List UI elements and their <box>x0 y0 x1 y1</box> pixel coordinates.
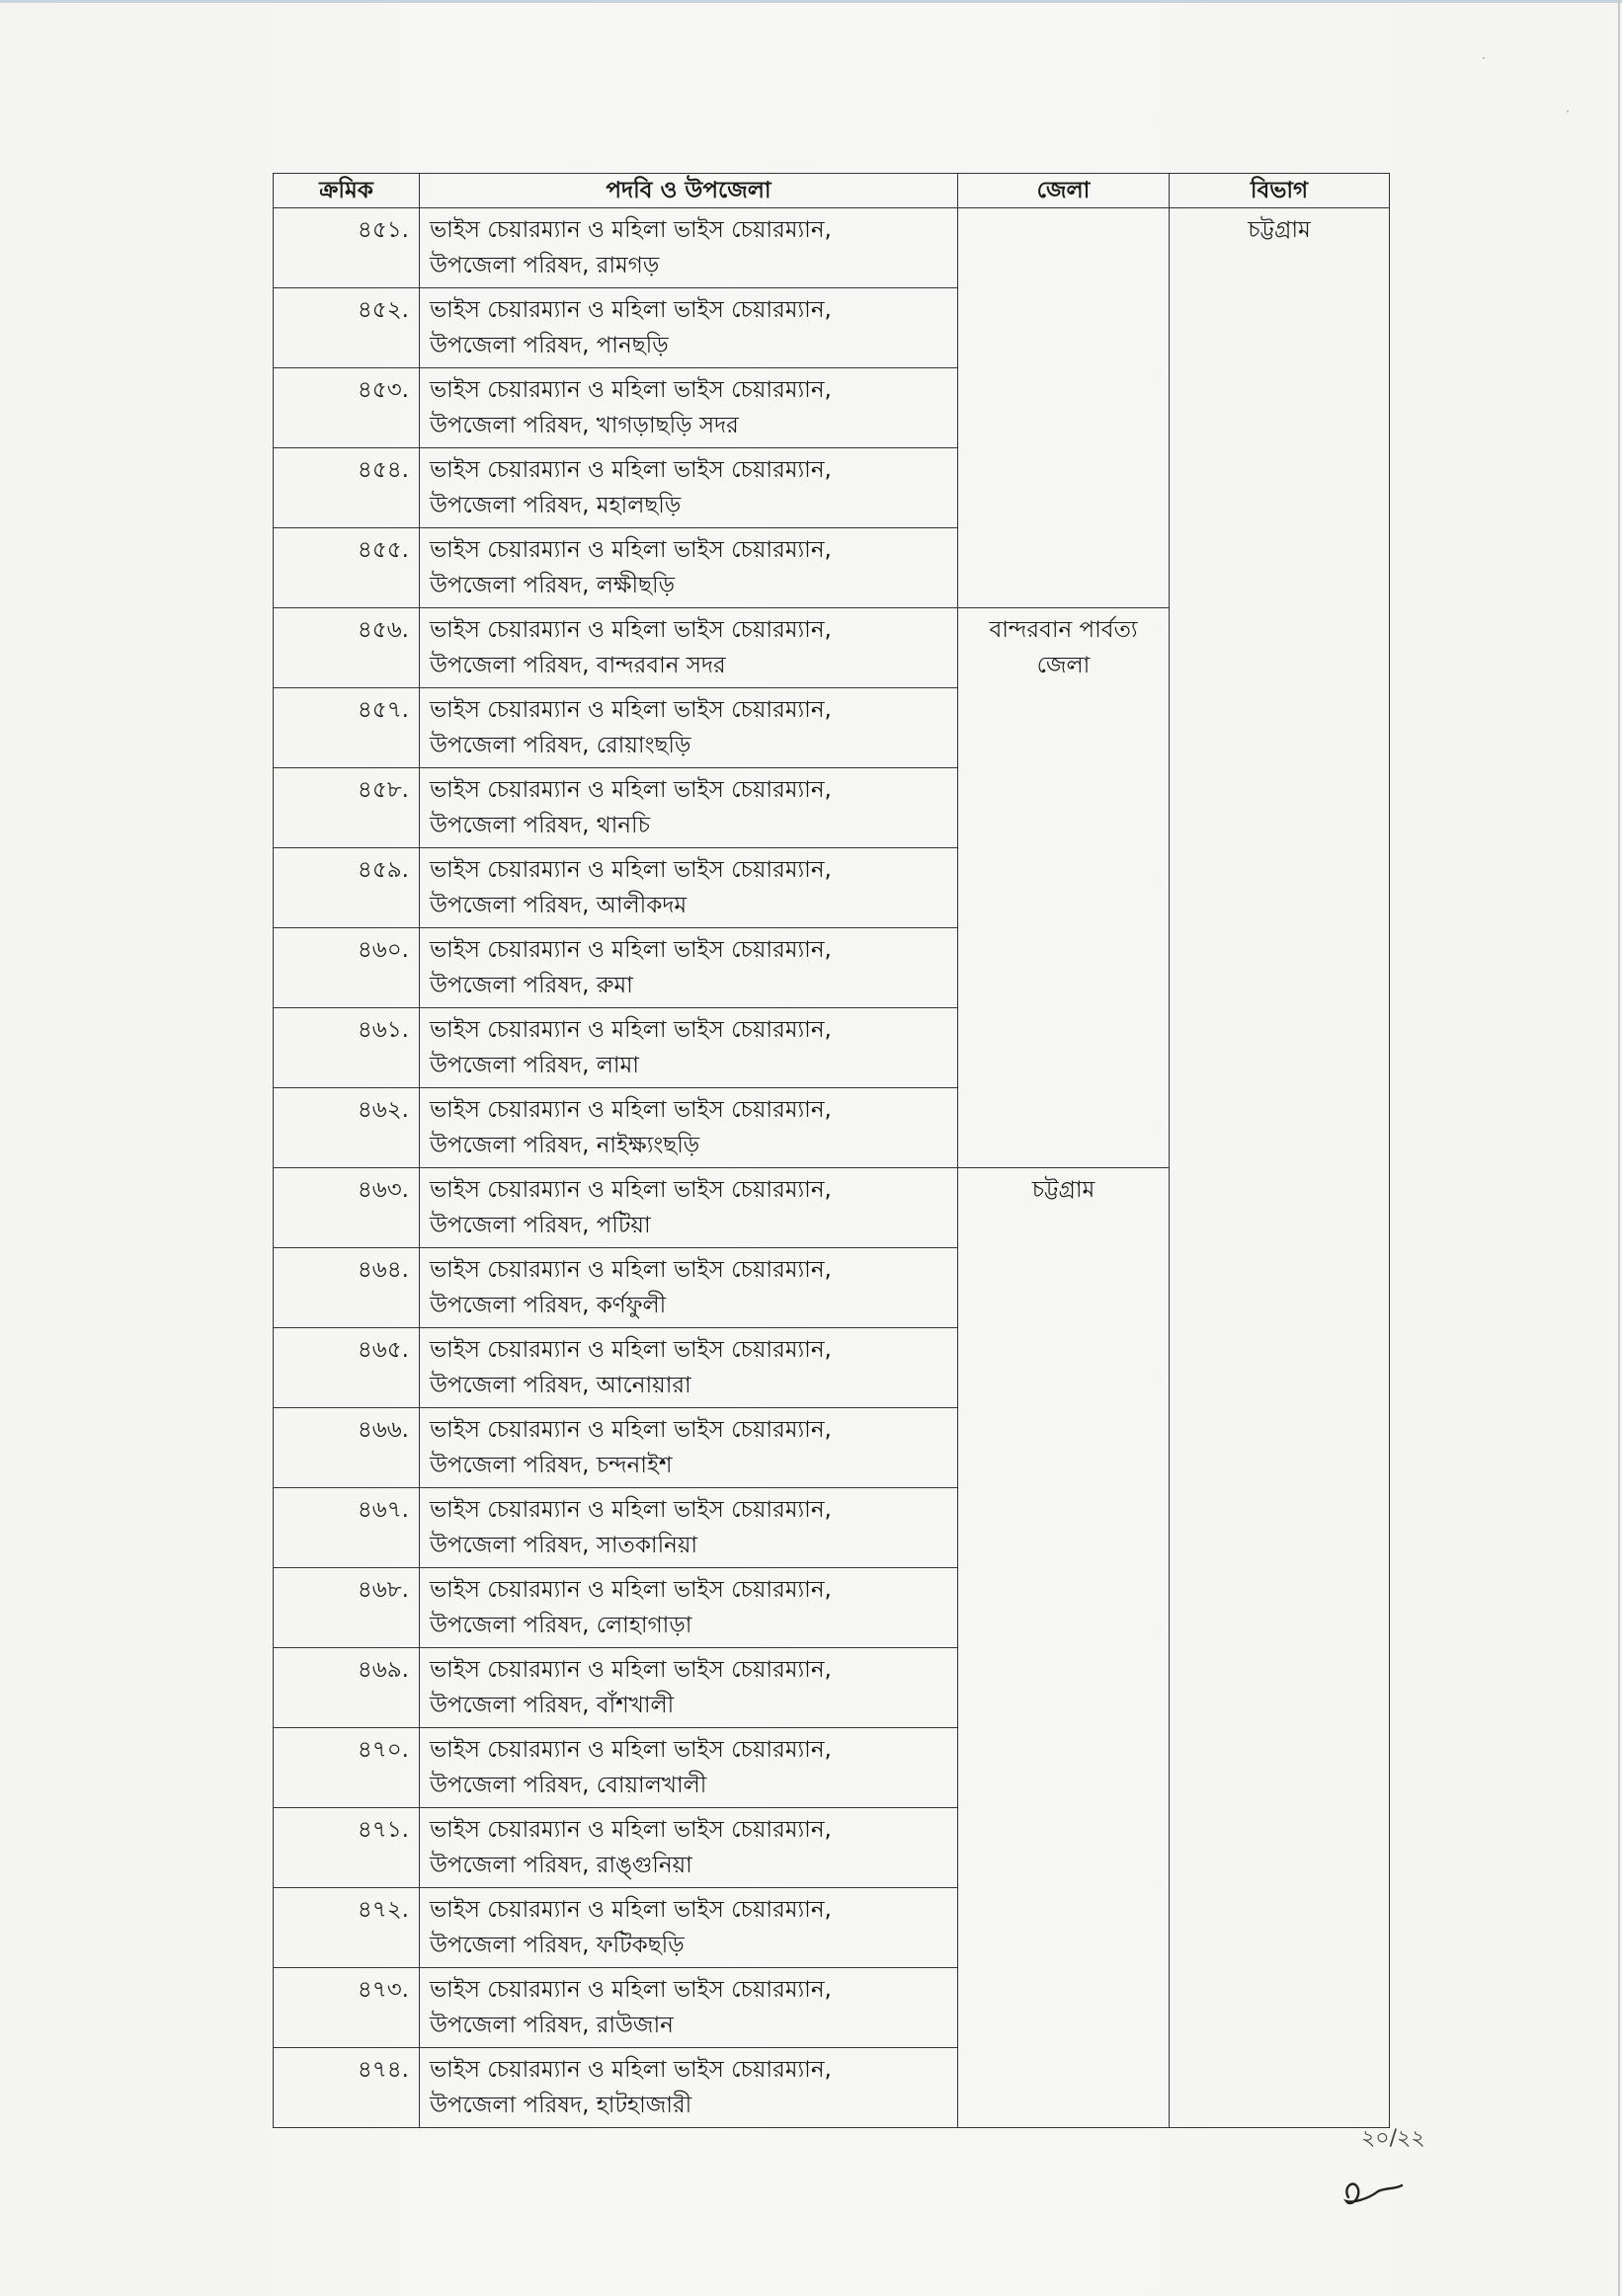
upazila-name: উপজেলা পরিষদ, চন্দনাইশ <box>430 1453 673 1478</box>
row-serial: ৪৬৫. <box>274 1328 420 1408</box>
post-title: ভাইস চেয়ারম্যান ও মহিলা ভাইস চেয়ারম্যান, <box>430 1897 832 1923</box>
post-title: ভাইস চেয়ারম্যান ও মহিলা ভাইস চেয়ারম্যান, <box>430 217 832 243</box>
upazila-name: উপজেলা পরিষদ, থানচি <box>430 813 650 838</box>
row-serial: ৪৫৯. <box>274 848 420 928</box>
post-title: ভাইস চেয়ারম্যান ও মহিলা ভাইস চেয়ারম্যান, <box>430 1417 832 1443</box>
row-serial: ৪৬৭. <box>274 1488 420 1568</box>
row-post <box>420 1568 958 1648</box>
row-serial: ৪৬৯. <box>274 1648 420 1728</box>
upazila-name: উপজেলা পরিষদ, বান্দরবান সদর <box>430 653 726 678</box>
row-serial: ৪৭২. <box>274 1888 420 1968</box>
table-body <box>274 208 1390 2128</box>
header-bibhag: বিভাগ <box>1170 174 1390 208</box>
row-post <box>420 1408 958 1488</box>
row-post <box>420 1328 958 1408</box>
post-title: ভাইস চেয়ারম্যান ও মহিলা ভাইস চেয়ারম্যান, <box>430 1977 832 2003</box>
row-post <box>420 1248 958 1328</box>
row-serial: ৪৫৬. <box>274 608 420 688</box>
row-serial: ৪৬৩. <box>274 1168 420 1248</box>
post-title: ভাইস চেয়ারম্যান ও মহিলা ভাইস চেয়ারম্যান, <box>430 1177 832 1203</box>
post-title: ভাইস চেয়ারম্যান ও মহিলা ভাইস চেয়ারম্যান, <box>430 777 832 803</box>
scan-right-edge <box>1618 0 1620 2296</box>
post-title: ভাইস চেয়ারম্যান ও মহিলা ভাইস চেয়ারম্যান, <box>430 377 832 403</box>
row-post <box>420 1008 958 1088</box>
row-post <box>420 1088 958 1168</box>
header-serial: ক্রমিক <box>274 174 420 208</box>
row-serial: ৪৬২. <box>274 1088 420 1168</box>
row-serial: ৪৫৫. <box>274 528 420 608</box>
row-post <box>420 208 958 288</box>
row-post <box>420 528 958 608</box>
post-title: ভাইস চেয়ারম্যান ও মহিলা ভাইস চেয়ারম্যান, <box>430 1817 832 1843</box>
post-title: ভাইস চেয়ারম্যান ও মহিলা ভাইস চেয়ারম্যান, <box>430 617 832 643</box>
page-number: ২০/২২ <box>1361 2126 1425 2151</box>
scan-mark: · <box>1482 51 1486 65</box>
row-serial: ৪৭০. <box>274 1728 420 1808</box>
upazila-name: উপজেলা পরিষদ, রামগড় <box>430 253 660 278</box>
post-title: ভাইস চেয়ারম্যান ও মহিলা ভাইস চেয়ারম্যান, <box>430 1577 832 1603</box>
row-serial: ৪৬৬. <box>274 1408 420 1488</box>
scan-mark: · <box>1566 105 1570 119</box>
upazila-name: উপজেলা পরিষদ, লামা <box>430 1053 639 1078</box>
row-post <box>420 448 958 528</box>
upazila-name: উপজেলা পরিষদ, সাতকানিয়া <box>430 1533 698 1558</box>
scan-top-edge <box>0 0 1622 3</box>
upazila-name: উপজেলা পরিষদ, রোয়াংছড়ি <box>430 733 691 758</box>
row-post <box>420 928 958 1008</box>
post-title: ভাইস চেয়ারম্যান ও মহিলা ভাইস চেয়ারম্যান, <box>430 2057 832 2083</box>
row-post <box>420 848 958 928</box>
row-post <box>420 1888 958 1968</box>
post-title: ভাইস চেয়ারম্যান ও মহিলা ভাইস চেয়ারম্যান, <box>430 1737 832 1763</box>
upazila-name: উপজেলা পরিষদ, খাগড়াছড়ি সদর <box>430 413 739 438</box>
bibhag-cell: চট্টগ্রাম <box>1170 208 1390 2128</box>
upazila-name: উপজেলা পরিষদ, লক্ষীছড়ি <box>430 573 675 598</box>
upazila-name: উপজেলা পরিষদ, পানছড়ি <box>430 333 669 358</box>
post-title: ভাইস চেয়ারম্যান ও মহিলা ভাইস চেয়ারম্যান, <box>430 457 832 483</box>
table-header-row <box>274 174 1390 208</box>
row-post <box>420 1488 958 1568</box>
zila-cell <box>958 208 1170 608</box>
row-post <box>420 1168 958 1248</box>
row-serial: ৪৬০. <box>274 928 420 1008</box>
upazila-name: উপজেলা পরিষদ, নাইক্ষ্যংছড়ি <box>430 1133 700 1158</box>
post-title: ভাইস চেয়ারম্যান ও মহিলা ভাইস চেয়ারম্যান, <box>430 1017 832 1043</box>
row-post <box>420 768 958 848</box>
zila-cell: বান্দরবান পার্বত্য জেলা <box>958 608 1170 1168</box>
upazila-name: উপজেলা পরিষদ, হাটহাজারী <box>430 2093 692 2118</box>
post-title: ভাইস চেয়ারম্যান ও মহিলা ভাইস চেয়ারম্যান, <box>430 537 832 563</box>
row-post <box>420 1808 958 1888</box>
row-post <box>420 2048 958 2128</box>
upazila-name: উপজেলা পরিষদ, বোয়ালখালী <box>430 1773 707 1798</box>
row-serial: ৪৭১. <box>274 1808 420 1888</box>
signature-initial <box>1338 2168 1418 2217</box>
post-title: ভাইস চেয়ারম্যান ও মহিলা ভাইস চেয়ারম্যান, <box>430 1097 832 1123</box>
upazila-name: উপজেলা পরিষদ, পটিয়া <box>430 1213 651 1238</box>
row-serial: ৪৬৮. <box>274 1568 420 1648</box>
table-row <box>274 208 1390 288</box>
row-serial: ৪৬৪. <box>274 1248 420 1328</box>
row-post <box>420 1968 958 2048</box>
row-serial: ৪৭৩. <box>274 1968 420 2048</box>
row-post <box>420 688 958 768</box>
upazila-name: উপজেলা পরিষদ, ফটিকছড়ি <box>430 1933 685 1958</box>
row-serial: ৪৫১. <box>274 208 420 288</box>
upazila-table <box>273 173 1390 2128</box>
row-serial: ৪৫২. <box>274 288 420 368</box>
upazila-name: উপজেলা পরিষদ, রুমা <box>430 973 633 998</box>
row-post <box>420 368 958 448</box>
row-serial: ৪৬১. <box>274 1008 420 1088</box>
row-post <box>420 288 958 368</box>
post-title: ভাইস চেয়ারম্যান ও মহিলা ভাইস চেয়ারম্যান, <box>430 697 832 723</box>
row-serial: ৪৫৭. <box>274 688 420 768</box>
zila-cell: চট্টগ্রাম <box>958 1168 1170 2128</box>
upazila-name: উপজেলা পরিষদ, রাঙ্গুনিয়া <box>430 1853 692 1878</box>
post-title: ভাইস চেয়ারম্যান ও মহিলা ভাইস চেয়ারম্যান, <box>430 857 832 883</box>
post-title: ভাইস চেয়ারম্যান ও মহিলা ভাইস চেয়ারম্যান, <box>430 1257 832 1283</box>
header-post: পদবি ও উপজেলা <box>420 174 958 208</box>
upazila-name: উপজেলা পরিষদ, কর্ণফুলী <box>430 1293 667 1318</box>
upazila-name: উপজেলা পরিষদ, মহালছড়ি <box>430 493 682 518</box>
upazila-name: উপজেলা পরিষদ, রাউজান <box>430 2013 674 2038</box>
post-title: ভাইস চেয়ারম্যান ও মহিলা ভাইস চেয়ারম্যান, <box>430 1337 832 1363</box>
upazila-name: উপজেলা পরিষদ, বাঁশখালী <box>430 1693 675 1718</box>
row-post <box>420 608 958 688</box>
row-serial: ৪৭৪. <box>274 2048 420 2128</box>
post-title: ভাইস চেয়ারম্যান ও মহিলা ভাইস চেয়ারম্যান, <box>430 297 832 323</box>
post-title: ভাইস চেয়ারম্যান ও মহিলা ভাইস চেয়ারম্যান, <box>430 1497 832 1523</box>
row-serial: ৪৫৪. <box>274 448 420 528</box>
upazila-name: উপজেলা পরিষদ, আলীকদম <box>430 893 688 918</box>
post-title: ভাইস চেয়ারম্যান ও মহিলা ভাইস চেয়ারম্যান, <box>430 1657 832 1683</box>
upazila-name: উপজেলা পরিষদ, আনোয়ারা <box>430 1373 691 1398</box>
header-zila: জেলা <box>958 174 1170 208</box>
row-serial: ৪৫৩. <box>274 368 420 448</box>
upazila-name: উপজেলা পরিষদ, লোহাগাড়া <box>430 1613 692 1638</box>
row-post <box>420 1648 958 1728</box>
post-title: ভাইস চেয়ারম্যান ও মহিলা ভাইস চেয়ারম্যান, <box>430 937 832 963</box>
row-serial: ৪৫৮. <box>274 768 420 848</box>
row-post <box>420 1728 958 1808</box>
